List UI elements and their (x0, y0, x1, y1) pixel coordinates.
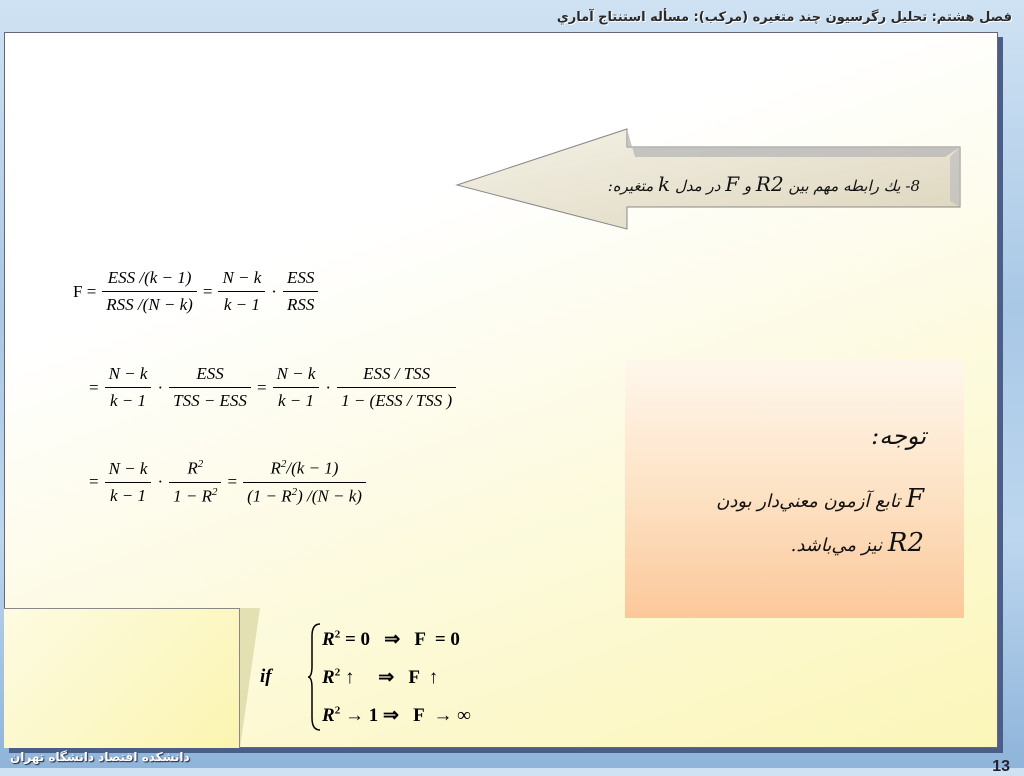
case-1-rest: = 0 ⇒ F = 0 (340, 629, 460, 650)
eq3-sup: 2 (211, 485, 218, 498)
eq2-frac-3-num: N − k (273, 364, 320, 388)
case-3-rest: → 1 ⇒ F → ∞ (340, 705, 471, 726)
eq3-frac-1-den: k − 1 (110, 485, 147, 505)
eq3-frac-2 (169, 458, 221, 506)
eq1-frac-1 (102, 268, 197, 315)
eq2-frac-2-num: ESS (169, 364, 251, 388)
eq3-frac-2-den (169, 483, 221, 507)
eq2-frac-4-num: ESS / TSS (337, 364, 456, 388)
folded-corner-shade (240, 608, 260, 748)
eq3-frac-3-den (243, 483, 366, 507)
eq3-frac-3-num (243, 458, 366, 483)
eq2-frac-3-den: k − 1 (277, 391, 314, 410)
eq2-frac-4 (337, 364, 456, 411)
slide-header-title: فصل هشتم: تحليل رگرسيون چند متغيره (مركب): مسأله استنتاج آماري (556, 10, 1012, 25)
eq3-den-a: 1 − R (173, 486, 212, 506)
eq3-sup: 2 (280, 458, 287, 470)
arrow-var-f: F (725, 172, 740, 196)
eq3-num-a: R (270, 458, 281, 478)
eq3-den3-a: (1 − R (247, 486, 292, 506)
eq2-dot-2: · (325, 377, 332, 397)
eq3-equals-2: = (227, 472, 238, 492)
arrow-callout-text (520, 172, 920, 196)
eq3-den3-b: ) /(N − k) (297, 486, 362, 506)
case-3-r: R (322, 705, 335, 726)
folded-corner (4, 608, 240, 748)
arrow-suffix: متغيره: (607, 177, 654, 195)
eq2-frac-2 (169, 364, 251, 411)
eq2-frac-2-den: TSS − ESS (173, 391, 247, 410)
eq2-dot-1: · (157, 377, 164, 397)
arrow-prefix: 8- يك رابطه مهم بين (788, 177, 920, 195)
case-1-r: R (322, 629, 335, 650)
eq2-frac-1-num: N − k (105, 364, 152, 388)
note-line2-text: نيز مي‌باشد. (790, 535, 883, 556)
case-1-sup: 2 (334, 628, 341, 641)
eq3-equals-1: = (89, 472, 99, 492)
arrow-var-k: k (658, 172, 671, 196)
eq2-frac-1-den: k − 1 (110, 391, 147, 410)
conditional-cases (258, 622, 558, 732)
eq1-dot: · (271, 281, 277, 301)
eq2-frac-1 (105, 364, 152, 411)
eq3-frac-3 (243, 458, 366, 506)
eq3-sup: 2 (197, 458, 204, 470)
note-box (625, 360, 964, 618)
eq1-frac-2-den: k − 1 (223, 295, 260, 314)
eq1-lhs: F = (73, 281, 97, 301)
eq2-frac-3 (273, 364, 320, 411)
eq3-frac-2-num (169, 458, 221, 483)
eq1-frac-1-num: ESS /(k − 1) (102, 268, 197, 292)
arrow-in-model: در مدل (674, 177, 721, 195)
arrow-var-r: R2 (755, 172, 784, 196)
eq2-equals-2: = (256, 377, 267, 397)
case-3-sup: 2 (334, 704, 341, 717)
eq1-equals: = (202, 281, 213, 301)
case-2-sup: 2 (334, 666, 341, 679)
case-1 (322, 628, 460, 651)
eq3-frac-1-num: N − k (105, 459, 152, 483)
note-line1-text: تابع آزمون معني‌دار بودن (716, 491, 901, 512)
note-line-1 (716, 484, 924, 514)
eq3-sup: 2 (291, 485, 298, 498)
cases-brace (308, 622, 322, 732)
eq1-frac-1-den: RSS /(N − k) (106, 295, 193, 314)
cases-if-label: if (260, 666, 272, 687)
case-2-rest: ↑ ⇒ F ↑ (340, 667, 439, 688)
case-2-r: R (322, 667, 335, 688)
eq3-r: R (187, 458, 198, 478)
arrow-and: و (743, 177, 752, 195)
eq1-frac-3-num: ESS (283, 268, 318, 292)
eq1-frac-3-den: RSS (286, 295, 315, 314)
case-3 (322, 704, 471, 727)
equation-3 (86, 458, 369, 506)
case-2 (322, 666, 438, 689)
footer-institution: دانشكده اقتصاد دانشگاه تهران (10, 750, 190, 764)
eq1-frac-3 (283, 268, 318, 315)
eq2-equals-1: = (89, 377, 99, 397)
eq3-num-b: /(k − 1) (286, 458, 339, 478)
note-line-2 (791, 528, 924, 558)
equation-2 (86, 364, 459, 411)
note-var-f: F (905, 484, 924, 514)
eq3-frac-1 (105, 459, 152, 506)
eq2-frac-4-den: 1 − (ESS / TSS ) (341, 391, 453, 410)
note-title: توجه: (871, 422, 926, 450)
equation-1 (70, 268, 321, 315)
page-number: 13 (992, 758, 1010, 775)
eq1-frac-2-num: N − k (218, 268, 265, 292)
note-var-r2: R2 (887, 528, 924, 558)
eq1-frac-2 (218, 268, 265, 315)
eq3-dot: · (157, 472, 164, 492)
